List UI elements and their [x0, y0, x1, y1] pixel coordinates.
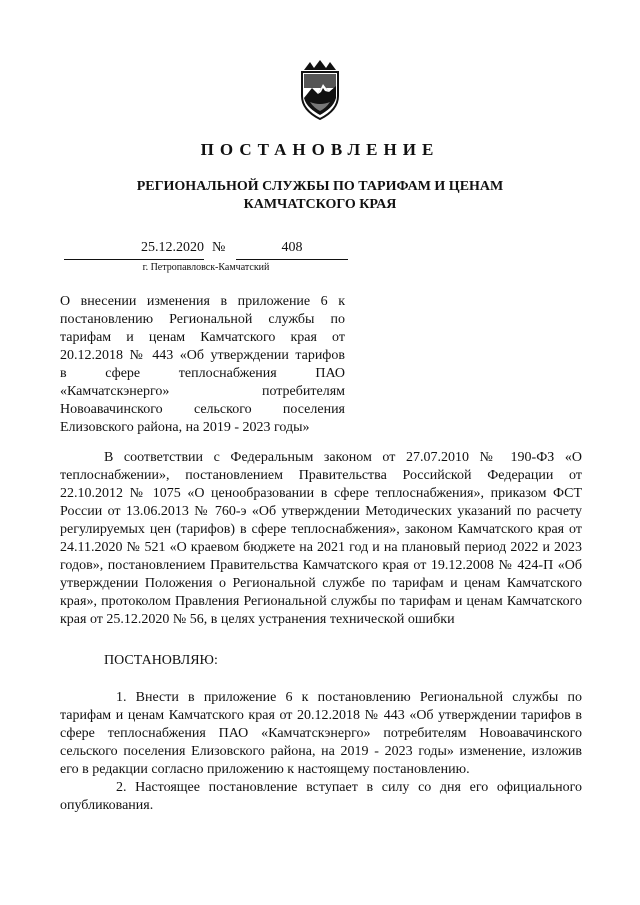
subject-line: постановлению Региональной службы по — [60, 312, 345, 327]
city-name: г. Петропавловск-Камчатский — [142, 262, 270, 273]
kamchatka-coat-of-arms-icon — [296, 58, 344, 120]
organization-line: РЕГИОНАЛЬНОЙ СЛУЖБЫ ПО ТАРИФАМ И ЦЕНАМ — [136, 179, 504, 194]
subject-line: 20.12.2018 № 443 «Об утверждении тарифов — [60, 348, 345, 363]
subject-line: «Камчатскэнерго» потребителям — [60, 384, 345, 399]
subject-line: тарифам и ценам Камчатского края от — [60, 330, 345, 345]
decree-word: ПОСТАНОВЛЯЮ: — [104, 653, 218, 668]
number-underline — [236, 259, 348, 260]
date-number-block — [0, 240, 640, 280]
subject-line: Новоавачинского сельского поселения — [60, 402, 345, 417]
date-underline — [64, 259, 204, 260]
issuing-organization — [60, 178, 580, 214]
subject-line: в сфере теплоснабжения ПАО — [60, 366, 345, 381]
document-date: 25.12.2020 — [141, 240, 204, 255]
organization-line: КАМЧАТСКОГО КРАЯ — [243, 197, 397, 212]
decree-item: 2. Настоящее постановление вступает в силу со дня его официального опубликования. — [60, 780, 582, 813]
number-sign: № — [212, 240, 226, 255]
decree-item: 1. Внести в приложение 6 к постановлению Региональной службы по тарифам и ценам Камчатского края от 20.12.2018 № 443 «Об утверждении тарифов в сфере теплоснабжения ПАО «Камчатскэнерго» потребителям Новоавачинского сельского поселения Елизовского района, на 2019 - 2023 годы» изменение, изложив его в редакции согласно приложению к настоящему постановлению. — [60, 690, 582, 777]
document-title: ПОСТАНОВЛЕНИЕ — [200, 140, 440, 159]
subject-line: О внесении изменения в приложение 6 к — [60, 294, 345, 309]
document-number: 408 — [281, 240, 303, 255]
decree-items — [60, 689, 582, 815]
subject-line: Елизовского района, на 2019 - 2023 годы» — [60, 420, 310, 435]
preamble-paragraph: В соответствии с Федеральным законом от 27.07.2010 № 190-ФЗ «О теплоснабжении», постановлением Правительства Российской Федерации от 22.10.2012 № 1075 «О ценообразовании в сфере теплоснабжения», приказом ФСТ России от 13.06.2013 № 760-э «Об утверждении Методических указаний по расчету регулируемых цен (тарифов) в сфере теплоснабжения», законом Камчатского края от 24.11.2020 № 521 «О краевом бюджете на 2021 год и на плановый период 2022 и 2023 годов», постановлением Правительства Камчатского края от 19.12.2008 № 424-П «Об утверждении Положения о Региональной службе по тарифам и ценам Камчатского края», протоколом Правления Региональной службы по тарифам и ценам Камчатского края от 25.12.2020 № 56, в целях устранения технической ошибки — [60, 450, 582, 627]
document-subject — [60, 293, 345, 437]
